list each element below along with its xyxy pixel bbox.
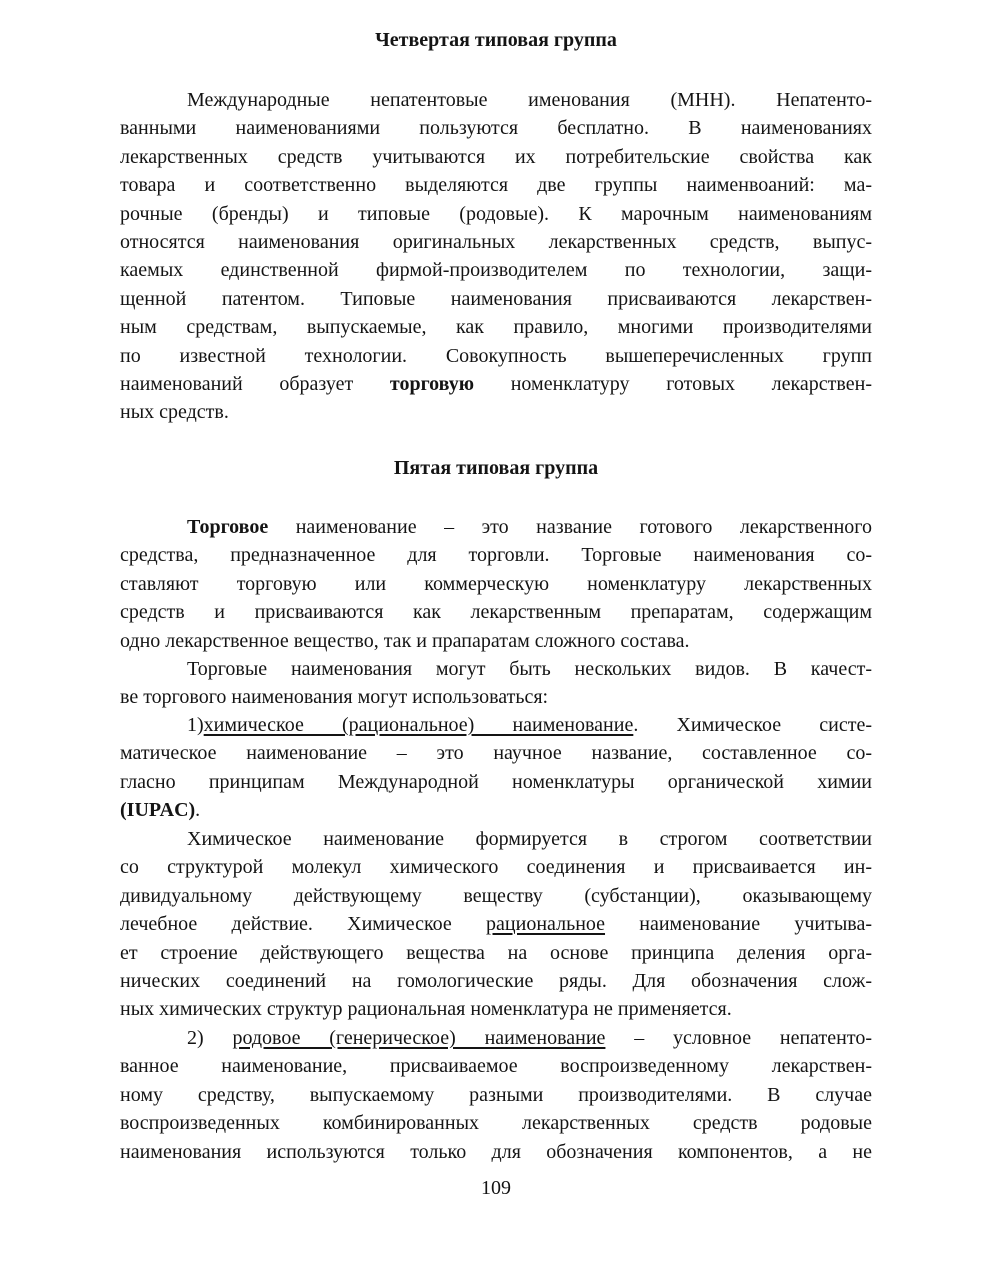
text-line: относятся наименования оригинальных лекарственных средств, выпус- [120,231,872,254]
text-line [120,796,872,824]
text-line [120,910,872,938]
text-line: по известной технологии. Совокупность вышеперечисленных групп [120,344,872,367]
text-line: ставляют торговую или коммерческую номенклатуру лекарственных [120,572,872,595]
paragraph-chemical-name [120,711,872,825]
page-number: 109 [481,1177,511,1199]
text-line: ве торгового наименования могут использоваться: [120,686,549,709]
bold-term-iupac: (IUPAC) [120,799,196,822]
text-line: ванными наименованиями пользуются бесплатно. В наименованиях [120,117,872,140]
bold-term-trade-name: Торговое [187,516,269,538]
text-line: ных химических структур рациональная номенклатура не применяется. [120,998,732,1021]
text-fragment: наименование – это название готового лекарственного [268,516,872,538]
text-fragment: . [195,799,201,822]
text-line: средств и присваиваются как лекарственным препаратам, содержащим [120,601,872,624]
text-line [120,1024,872,1052]
text-line: средства, предназначенное для торговли. Торговые наименования со- [120,544,872,567]
text-line: ному средству, выпускаемому разными производителями. В случае [120,1083,872,1106]
text-line [120,513,872,541]
text-line [120,711,872,739]
text-line: со структурой молекул химического соединения и присваивается ин- [120,856,872,879]
text-line: Химическое наименование формируется в строгом соответствии [187,828,872,850]
paragraph-trade-name [120,513,872,655]
text-line: ет строение действующего вещества на основе принципа деления орга- [120,941,872,964]
underlined-term-generic-name: родовое (генерическое) наименование [232,1027,606,1049]
paragraph-inn [120,86,872,427]
text-fragment: – условное непатенто- [605,1027,872,1049]
text-fragment: лечебное действие. Химическое [120,913,487,936]
text-line: наименования используются только для обозначения компонентов, а не [120,1140,872,1163]
paragraph-generic-name [120,1024,872,1166]
list-marker: 1) [187,714,204,736]
text-line: воспроизведенных комбинированных лекарственных средств родовые [120,1112,872,1135]
underlined-term-rational: рациональное [486,913,606,936]
bold-term-trade: торговую [389,373,475,396]
list-marker: 2) [187,1027,233,1049]
text-line [120,370,872,398]
text-line: нических соединений на гомологические ряды. Для обозначения слож- [120,970,872,993]
text-line: одно лекарственное вещество, так и прапаратам сложного состава. [120,629,690,652]
text-line: товара и соответственно выделяются две группы наименвоаний: ма- [120,174,872,197]
text-line: ным средствам, выпускаемые, как правило, многими производителями [120,316,872,339]
text-line: лекарственных средств учитываются их потребительские свойства как [120,145,872,168]
text-line: гласно принципам Международной номенклатуры органической химии [120,770,872,793]
text-fragment: . Химическое систе- [633,714,873,736]
underlined-term-chemical-name: химическое (рациональное) наименование [203,714,634,736]
text-fragment: наименований образует [120,373,390,396]
paragraph-kinds [120,655,872,712]
paragraph-chemical-detail [120,825,872,1024]
text-fragment: номенклатуру готовых лекарствен- [474,373,872,396]
text-line: Международные непатентовые именования (МНН). Непатенто- [187,89,872,111]
text-line: матическое наименование – это научное название, составленное со- [120,742,872,765]
text-line: каемых единственной фирмой-производителем по технологии, защи- [120,259,872,282]
text-line: ных средств. [120,401,229,424]
text-line: рочные (бренды) и типовые (родовые). К марочным наименованиям [120,202,872,225]
text-line: ванное наименование, присваиваемое воспроизведенному лекарствен- [120,1055,872,1078]
text-fragment: наименование учитыва- [605,913,872,936]
text-line: дивидуальному действующему веществу (субстанции), оказывающему [120,884,872,907]
section-heading-fifth-group: Пятая типовая группа [393,457,599,479]
text-line: Торговые наименования могут быть нескольких видов. В качест- [187,658,872,680]
section-heading-fourth-group: Четвертая типовая группа [375,29,617,51]
text-line: щенной патентом. Типовые наименования присваиваются лекарствен- [120,287,872,310]
